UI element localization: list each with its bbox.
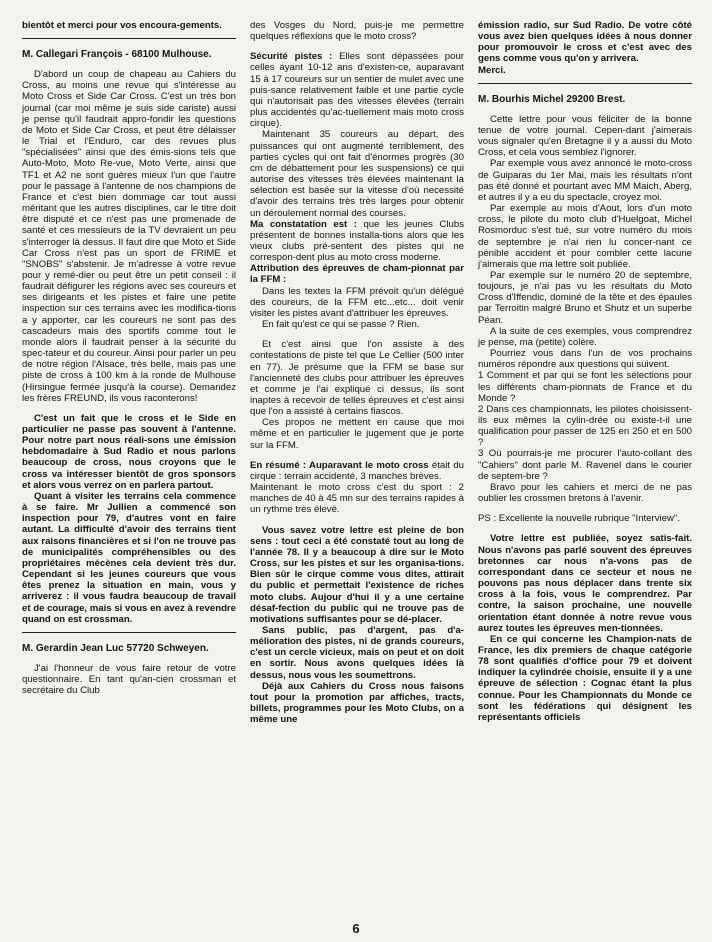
previous-reply-ending: bientôt et merci pour vos encoura-gements.	[22, 20, 222, 31]
letter-author-callegari: M. Callegari François - 68100 Mulhouse.	[22, 49, 212, 61]
reply-callegari-p1: C'est un fait que le cross et le Side en particulier ne passe pas souvent à l'antenne. Pour notre part nous réali-sons une émission hebdomadaire à Sud Radio et nous parlons beaucoup de cross, nous croyons que le cross va intéresser bientôt de gros sponsors et alors vous verrez on en parlera partout.	[22, 412, 236, 491]
letter-gerardin-p9: Ces propos ne mettent en cause que moi même et en particulier le jugement que je porte sur la FFM.	[250, 417, 464, 451]
letter-bourhis-p5: A la suite de ces exemples, vous comprendrez je pense, ma (petite) colère.	[478, 325, 692, 348]
letter-bourhis-p3: Par exemple au mois d'Aout, lors d'un moto cross, le pilote du moto club d'Huelgoat, Michel Rosmorduc s'est tué, sur votre numéro du mois de septembre je n'ai rien lu concer-nant ce pénible accident et pour combler cette lacune j'aimerais que ma lettre soit publiée.	[478, 203, 692, 270]
letter-gerardin-p7: En fait qu'est ce qui se passe ? Rien.	[262, 319, 420, 331]
letter-gerardin-p2: des Vosges du Nord, puis-je me permettre quelques réflexions que le moto cross?	[250, 20, 464, 43]
letter-gerardin-p3: Maintenant 35 coureurs au départ, des puissances qui ont augmenté terriblement, des parties cycles qui ont fait d'énormes progrès (30 cm de débattement pour les suspensions) ce qui autorise des vitesses très élevées maintenant la sélection est basée sur la vitesse d'où necessité d'avoir des terrains très très larges pour obtenir un déroulement normal des courses.	[250, 129, 464, 219]
letter-bourhis-p6: Pourriez vous dans l'un de vos prochains numéros répondre aux questions qui suivent.	[478, 348, 692, 371]
letter-gerardin-summary: En résumé : Auparavant le moto cross était du cirque : terrain accidenté, 3 manches brèves.	[250, 459, 464, 482]
letter-gerardin-observation: Ma constatation est : que les jeunes Clubs présentent de bonnes installa-tions alors que les vieux clubs pré-sentent des pistes qui ne correspon-dent plus au moto cross moderne.	[250, 218, 465, 264]
reply-bourhis-p2: En ce qui concerne les Champion-nats de France, les dix premiers de chaque catégorie 78 sont qualifiés d'office pour 79 et doivent indiquer la cylindrée choisie, ensuite il y a une épreuve de sélection : Cognac étant la plus connue. Pour les Championnats du Monde ce sont les fédérations qui désignent les représentants officiels	[478, 633, 692, 723]
letter-bourhis-ps: PS : Excellente la nouvelle rubrique "Interview".	[478, 513, 680, 525]
letter-bourhis-question-3: 3 Où pourrais-je me procurer l'auto-collant des "Cahiers" dont parle M. Ravenel dans le courier de septem-bre ?	[478, 448, 692, 482]
letter-bourhis-p7: Bravo pour les cahiers et merci de ne pas oublier les crossmen bretons à l'avenir.	[478, 481, 692, 505]
column-right	[478, 20, 692, 725]
letter-author-bourhis: M. Bourhis Michel 29200 Brest.	[478, 93, 626, 105]
heading-attribution: Attribution des épreuves de cham-pionnat par la FFM :	[250, 263, 464, 286]
reply-bourhis-p1: Votre lettre est publiée, soyez satis-fait. Nous n'avons pas parlé souvent des épreuves bretonnes car nous n'a-vons pas de correspondant dans ce secteur et nous ne pouvons pas nous déplacer dans trente six cross à la fois, vous le comprendrez. Par contre, la saison prochaine, une nouvelle orientation étant donnée à notre revue vous aurez toutes les épreuves men-tionnées.	[478, 533, 692, 634]
divider	[22, 38, 236, 39]
letter-gerardin-p1: J'ai l'honneur de vous faire retour de votre questionnaire. En tant qu'an-cien crossman et secrétaire du Club	[22, 662, 236, 697]
letter-callegari-text: D'abord un coup de chapeau au Cahiers du Cross, au moins une revue qui s'intéresse au Moto Cross et Side Car Cross. C'est un très bon journal (car moi même je suis side cariste) aussi je pense qu'il faudrait appro-fondir les questions de Moto et Side Car Cross, et peut être délaisser le Trial et l'Enduro, car des revues plus "spécialisées" ainsi que des émis-sions tels que Auto-Moto, Moto Re-vue, Moto Verte, ainsi que TF1 et A2 ne sont guères mieux l'un que l'autre pour le passage à l'antenne de nos champions de France et c'est bien dommage car tout aussi méritant que les autres disciplines, car le titre doit être disputé et ce n'est pas une promenade de santé et ces messieurs de la TV devraient un peu s'interroger là dessus. Il faut dire que Moto et Side Car Cross n'est pas un sport de FRIME et "SNOBS" s'abstenir. Je m'adresse à votre revue pour y remé-dier ou peut être un petit conseil : il faudrait défigurer les régions avec ses coureurs et ses dirigeants et les pistes et faire une petite inspection sur ces terrains avec les modifica-tions a y apporter, car les coureurs ne sont pas des cascadeurs mais des sportifs comme tout le monde alors il faudrait penser à la sécurité du spec-tateur et du coureur. Ainsi pour parler un peu de notre région l'Alsace, très belle, mais pas une piste de cross à 100 km à la ronde de Mulhouse (Hirsingue fermée jusqu'à la course). Demandez les frères FREUND, ils vous raconterons!	[22, 69, 236, 404]
letter-bourhis-p4: Par exemple sur le numéro 20 de septembre, toujours, je n'ai pas vu les résultats du Moto Cross d'Iffendic, dominé de la tête et des épaules par Terroitin malgré Bruno et Shutz et un superbe Péan.	[478, 269, 692, 326]
letter-bourhis-p2: Par exemple vous avez annoncé le moto-cross de Guiparas du 1er Mai, mais les résultats n'ont pas été donné et pourtant avec MM Maich, Aberg, et autres il y a eu du spectacle, croyez moi.	[478, 158, 692, 203]
reply-gerardin-p1: Vous savez votre lettre est pleine de bon sens : tout ceci a été constaté tout au long de l'année 78. Il y a beaucoup à dire sur le Moto Cross, sur les pistes et sur les organisa-tions. Bien sûr le cirque comme vous dites, attirait du public et permettait l'existence de riches moto clubs. Aujour d'hui il y a une certaine désaf-fection du public qui ne trouve pas de motivations suffisantes pour se dé-placer.	[250, 524, 464, 625]
reply-callegari-p2: Quant à visiter les terrains cela commence à se faire. Mr Jullien a commencé son inspection pour 79, d'autres vont en faire autant. La difficulté d'avoir des terrains tient aux raisons financières et si l'on ne trouve pas de municipalités compréhensibles ou des propriétaires mécènes cela devient très dur. Cependant si les jeunes coureurs que vous êtes prenez la situation en main, vous y arriverez : il vous faudra beaucoup de travail et de courage, mais si vous en avez à revendre quand on est crossman.	[22, 490, 236, 625]
letter-bourhis-question-1: 1 Comment et par qui se font les sélections pour les différents cham-pionnats de France et du Monde ?	[478, 370, 692, 404]
letter-gerardin-p6: Dans les textes la FFM prévoit qu'un délégué des coureurs, de la FFM etc...etc... doit venir visiter les pistes avant d'attribuer les épreuves.	[250, 285, 464, 319]
letter-gerardin-p8: Et c'est ainsi que l'on assiste à des contestations de piste tel que Le Cellier (500 inter en 77). Je présume que la FFM se base sur l'ancienneté des clubs pour attribuer les épreuves et comme je l'ai expliqué ci dessus, ils sont inaptes à recevoir de telles épreuves et c'est ainsi que l'on a assisté à certains fiascos.	[250, 339, 464, 418]
reply-gerardin-thanks: Merci.	[478, 64, 506, 76]
heading-security: Sécurité pistes :	[250, 51, 333, 63]
page-number: 6	[352, 921, 360, 936]
reply-gerardin-p2: Sans public, pas d'argent, pas d'a-mélioration des pistes, ni de grands coureurs, c'est un cercle vicieux, mais on peut et on doit en sortir. Nous avons quelques idées là dessus, nous vous les soumettrons.	[250, 624, 464, 681]
reply-gerardin-end: émission radio, sur Sud Radio. De votre côté vous avez bien quelques idées à nous donner pour promouvoir le cross et c'est avec des gens comme vous qu'on y arrivera.	[478, 20, 692, 65]
heading-summary: En résumé : Auparavant le moto cross	[250, 459, 429, 471]
heading-observation: Ma constatation est :	[250, 218, 357, 230]
letter-gerardin-p11: Maintenant le moto cross c'est du sport : 2 manches de 40 à 45 mn sur des terrains rapides à un rythme très élevé.	[250, 482, 464, 516]
letter-gerardin-security: Sécurité pistes : Elles sont dépassées pour celles ayant 10-12 ans d'existen-ce, auparavant 15 à 17 coureurs sur un sentier de mulet avec une puis-sance relativement faible et une partie cycle qui n'autorisait pas des vitesses élevées (terrain plus accidentés qu'ac-tuellement mais moto cross cirque).	[250, 51, 464, 130]
reply-gerardin-p3: Déjà aux Cahiers du Cross nous faisons tout pour la promotion par affiches, tracts, billets, programmes pour les Moto Clubs, on a même une	[250, 680, 464, 726]
divider	[22, 632, 236, 633]
column-middle	[250, 20, 464, 725]
text-columns	[22, 20, 692, 725]
column-left	[22, 20, 236, 725]
divider	[478, 83, 692, 84]
letter-bourhis-p1: Cette lettre pour vous féliciter de la bonne tenue de votre journal. Cepen-dant j'aimerais vous signaler qu'en Bretagne il y a aussi du Moto Cross, et cela vous semblez l'ignorer.	[478, 113, 692, 159]
letter-bourhis-question-2: 2 Dans ces championnats, les pilotes choisissent-ils eux mêmes la cylin-drée ou existe-t-il une qualification pour passer de 125 en 250 et en 500 ?	[478, 403, 692, 449]
letter-author-gerardin: M. Gerardin Jean Luc 57720 Schweyen.	[22, 642, 209, 654]
